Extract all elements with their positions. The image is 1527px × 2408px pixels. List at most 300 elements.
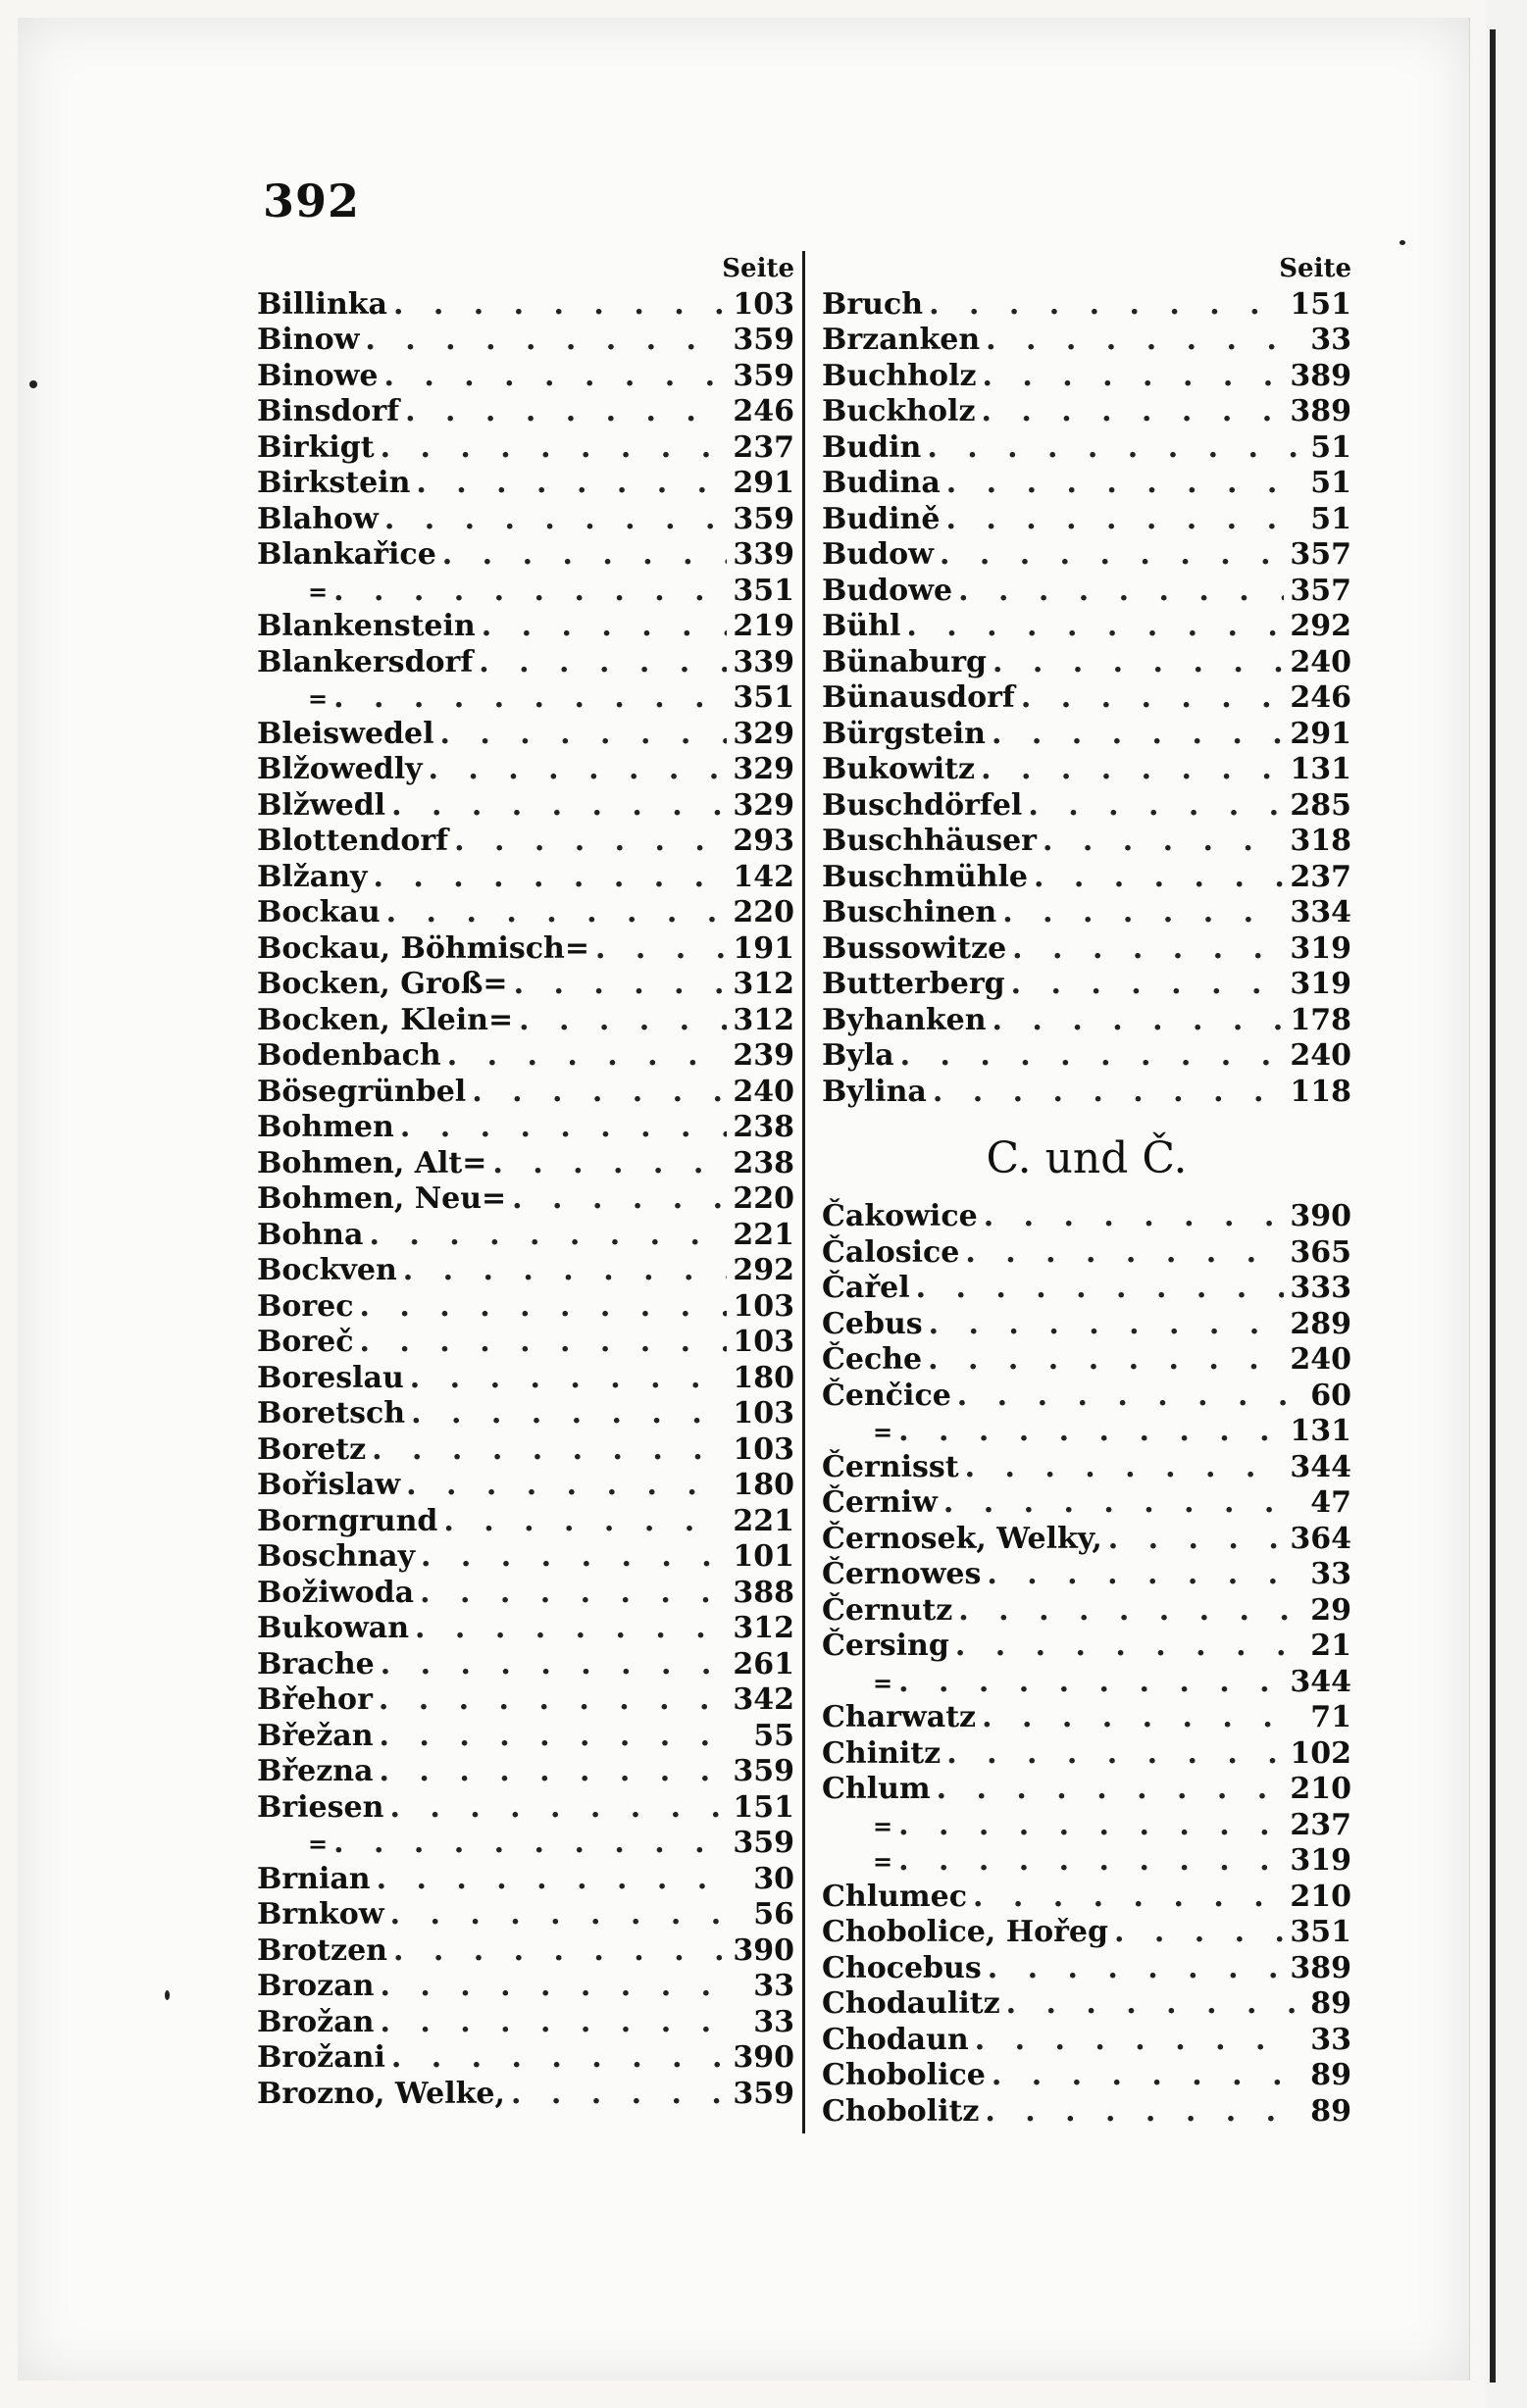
leader-dots <box>511 2077 727 2113</box>
entry-name: Chocebus <box>822 1950 982 1985</box>
index-entry <box>257 502 794 538</box>
index-entry <box>822 609 1351 645</box>
leader-dots <box>958 1593 1297 1630</box>
leader-dots <box>940 537 1284 574</box>
entry-page-number: 389 <box>1290 394 1351 428</box>
leader-dots <box>406 1468 727 1504</box>
entry-page-number: 312 <box>733 967 794 1001</box>
entry-page-number: 180 <box>733 1468 794 1502</box>
entry-name: Budin <box>822 429 922 465</box>
index-entry <box>257 1826 794 1862</box>
leader-dots <box>973 1880 1284 1916</box>
index-entry <box>822 1342 1351 1379</box>
index-entry <box>257 537 794 574</box>
entry-name: Čeche <box>822 1342 923 1377</box>
entry-page-number: 240 <box>733 1074 794 1109</box>
entry-name: Černowes <box>822 1557 982 1591</box>
entry-page-number: 359 <box>733 2076 794 2111</box>
entry-page-number: 103 <box>733 1288 794 1324</box>
leader-dots <box>377 1862 739 1898</box>
leader-dots <box>380 2005 739 2041</box>
entry-page-number: 221 <box>733 1503 794 1538</box>
index-entry <box>822 574 1351 610</box>
leader-dots <box>1021 680 1285 717</box>
leader-dots <box>492 1146 727 1182</box>
leader-dots <box>482 609 728 645</box>
entry-page-number: 33 <box>1310 1557 1351 1591</box>
index-entry <box>822 1808 1351 1844</box>
entry-page-number: 329 <box>733 716 794 751</box>
leader-dots <box>943 1485 1297 1522</box>
leader-dots <box>416 466 727 502</box>
entry-name: Charwatz <box>822 1700 977 1734</box>
entry-page-number: 219 <box>733 609 794 643</box>
entry-page-number: 285 <box>1290 787 1351 823</box>
entry-page-number: 293 <box>733 824 794 858</box>
entry-page-number: 142 <box>733 859 794 894</box>
entry-name: Chlumec <box>822 1879 967 1914</box>
index-entry <box>822 1038 1351 1075</box>
entry-name: Blottendorf <box>257 824 449 858</box>
index-entry <box>822 1986 1351 2023</box>
entry-name: Boschnay <box>257 1539 416 1574</box>
leader-dots <box>1043 824 1284 860</box>
ink-speck <box>1400 240 1405 245</box>
entry-page-number: 292 <box>1290 609 1351 643</box>
leader-dots <box>929 1307 1285 1343</box>
index-entry <box>822 359 1351 395</box>
index-entry <box>257 1969 794 2005</box>
entry-name: Bukowan <box>257 1611 410 1645</box>
leader-dots <box>384 502 728 538</box>
entry-page-number: 221 <box>733 1217 794 1252</box>
entry-page-number: 359 <box>733 501 794 536</box>
entry-name: Buckholz <box>822 394 976 428</box>
leader-dots <box>981 752 1284 788</box>
column-header-left: Seite <box>722 254 794 283</box>
entry-name: Brozan <box>257 1969 375 2003</box>
entry-name: Bünaburg <box>822 644 987 679</box>
entry-page-number: 339 <box>733 537 794 572</box>
index-entry <box>257 752 794 788</box>
index-entry <box>822 1951 1351 1987</box>
index-entry <box>822 466 1351 502</box>
entry-page-number: 89 <box>1310 1986 1351 2021</box>
index-entry <box>822 1522 1351 1558</box>
entry-name: Bruch <box>822 286 924 322</box>
index-entry <box>257 1325 794 1361</box>
entry-name: Buschmühle <box>822 859 1028 894</box>
entry-page-number: 390 <box>733 2040 794 2075</box>
entry-name: Cebus <box>822 1306 923 1341</box>
entry-name: Černisst <box>822 1449 959 1484</box>
index-entry <box>822 1557 1351 1593</box>
entry-page-number: 365 <box>1290 1234 1351 1270</box>
entry-page-number: 357 <box>1290 537 1351 572</box>
entry-name: Budow <box>822 537 934 572</box>
entry-name: Blankařice <box>257 537 436 572</box>
entry-page-number: 291 <box>1290 716 1351 751</box>
leader-dots <box>421 1539 727 1576</box>
entry-page-number: 390 <box>1290 1199 1351 1233</box>
entry-page-number: 103 <box>733 1325 794 1359</box>
leader-dots <box>333 574 727 610</box>
leader-dots <box>472 1075 727 1111</box>
index-entry <box>822 287 1351 324</box>
leader-dots <box>1011 967 1285 1003</box>
index-entry <box>257 287 794 324</box>
entry-name: Birkstein <box>257 466 411 500</box>
leader-dots <box>898 1414 1284 1450</box>
index-entry <box>822 680 1351 717</box>
entry-name: Čenčice <box>822 1378 951 1413</box>
entry-page-number: 210 <box>1290 1879 1351 1914</box>
leader-dots <box>381 430 728 467</box>
leader-dots <box>389 1790 727 1827</box>
entry-name: Budowe <box>822 573 953 608</box>
index-entry <box>257 2040 794 2077</box>
entry-page-number: 312 <box>733 1611 794 1645</box>
entry-name: Chobolice <box>822 2058 986 2092</box>
index-entry <box>822 2058 1351 2094</box>
ink-speck <box>29 380 37 388</box>
entry-page-number: 237 <box>1290 1807 1351 1842</box>
entry-name: Budině <box>822 501 941 536</box>
entry-page-number: 389 <box>1290 1950 1351 1985</box>
leader-dots <box>443 1504 727 1540</box>
leader-dots <box>898 1665 1284 1701</box>
leader-dots <box>440 717 728 753</box>
leader-dots <box>986 323 1297 359</box>
leader-dots <box>512 1181 727 1218</box>
entry-page-number: 89 <box>1310 2093 1351 2129</box>
entry-page-number: 51 <box>1310 501 1351 536</box>
leader-dots <box>955 1629 1297 1665</box>
index-entry <box>822 860 1351 896</box>
leader-dots <box>365 323 727 359</box>
index-entry <box>822 1307 1351 1343</box>
index-entry <box>257 931 794 968</box>
entry-name: = <box>873 1811 893 1840</box>
entry-page-number: 351 <box>733 680 794 715</box>
index-entry <box>257 1790 794 1827</box>
entry-page-number: 318 <box>1290 824 1351 858</box>
leader-dots <box>946 466 1297 502</box>
entry-page-number: 51 <box>1310 466 1351 500</box>
entry-name: Bodenbach <box>257 1038 441 1073</box>
entry-page-number: 151 <box>733 1789 794 1825</box>
entry-name: Borngrund <box>257 1503 438 1538</box>
index-entry <box>257 1003 794 1039</box>
entry-page-number: 238 <box>733 1110 794 1144</box>
leader-dots <box>405 394 727 430</box>
index-entry <box>257 1181 794 1218</box>
entry-page-number: 30 <box>753 1861 794 1896</box>
leader-dots <box>360 1325 728 1361</box>
index-entry <box>822 1700 1351 1736</box>
leader-dots <box>372 1432 727 1469</box>
entry-name: Chodaulitz <box>822 1986 1000 2021</box>
entry-page-number: 21 <box>1310 1629 1351 1663</box>
leader-dots <box>1006 1986 1297 2023</box>
leader-dots <box>410 1361 728 1397</box>
leader-dots <box>975 2023 1297 2059</box>
index-entry <box>257 1038 794 1075</box>
entry-page-number: 261 <box>733 1646 794 1681</box>
entry-page-number: 319 <box>1290 1843 1351 1878</box>
index-entry <box>257 323 794 359</box>
leader-dots <box>985 2094 1297 2131</box>
entry-page-number: 237 <box>733 429 794 465</box>
entry-name: Brotzen <box>257 1932 387 1968</box>
entry-page-number: 389 <box>1290 358 1351 393</box>
index-entry <box>822 1271 1351 1307</box>
entry-name: Binow <box>257 323 360 357</box>
entry-page-number: 312 <box>733 1002 794 1037</box>
index-list-right-top <box>822 287 1351 1111</box>
entry-page-number: 103 <box>733 1431 794 1467</box>
index-entry <box>257 430 794 467</box>
entry-name: Brache <box>257 1646 375 1681</box>
leader-dots <box>333 1826 727 1862</box>
entry-name: Bühl <box>822 609 901 643</box>
leader-dots <box>390 1897 739 1933</box>
leader-dots <box>983 359 1285 395</box>
entry-name: Čersing <box>822 1629 949 1663</box>
leader-dots <box>988 1951 1285 1987</box>
leader-dots <box>945 502 1297 538</box>
entry-name: Černosek, Welky, <box>822 1521 1102 1556</box>
entry-name: Budina <box>822 466 941 500</box>
leader-dots <box>1114 1915 1284 1951</box>
entry-page-number: 351 <box>1290 1915 1351 1949</box>
entry-page-number: 342 <box>733 1682 794 1717</box>
entry-name: = <box>308 684 329 713</box>
leader-dots <box>1028 788 1284 825</box>
entry-page-number: 329 <box>733 752 794 786</box>
entry-name: Briesen <box>257 1789 384 1825</box>
entry-page-number: 390 <box>733 1932 794 1968</box>
entry-name: Bleiswedel <box>257 716 434 751</box>
entry-page-number: 55 <box>753 1718 794 1753</box>
entry-name: Borec <box>257 1288 354 1324</box>
entry-page-number: 240 <box>1290 1038 1351 1073</box>
entry-name: Bürgstein <box>822 716 986 751</box>
entry-name: Božiwoda <box>257 1575 415 1610</box>
index-entry <box>257 1897 794 1933</box>
index-entry <box>257 1110 794 1146</box>
index-entry <box>822 1199 1351 1235</box>
index-column-right <box>822 251 1351 2130</box>
index-entry <box>257 680 794 717</box>
index-entry <box>822 537 1351 574</box>
entry-name: Chobolitz <box>822 2093 980 2129</box>
index-entry <box>822 1075 1351 1111</box>
entry-page-number: 359 <box>733 1754 794 1788</box>
index-entry <box>257 2005 794 2041</box>
index-entry <box>257 1396 794 1432</box>
leader-dots <box>1012 931 1284 968</box>
index-entry <box>257 1504 794 1540</box>
index-entry <box>822 394 1351 430</box>
entry-page-number: 292 <box>733 1253 794 1287</box>
entry-page-number: 102 <box>1290 1735 1351 1771</box>
index-entry <box>822 1450 1351 1486</box>
leader-dots <box>906 609 1284 645</box>
entry-name: Bocken, Klein= <box>257 1002 514 1037</box>
entry-page-number: 220 <box>733 1181 794 1216</box>
index-entry <box>822 1235 1351 1272</box>
page-number: 392 <box>263 175 361 227</box>
leader-dots <box>373 860 727 896</box>
index-entry <box>822 824 1351 860</box>
entry-name: = <box>873 1847 893 1876</box>
leader-dots <box>391 2040 728 2077</box>
entry-name: Boreslau <box>257 1360 404 1395</box>
index-entry <box>822 1736 1351 1773</box>
entry-page-number: 334 <box>1290 895 1351 929</box>
index-entry <box>822 1485 1351 1522</box>
entry-name: Bockven <box>257 1253 397 1287</box>
entry-page-number: 364 <box>1290 1521 1351 1556</box>
entry-page-number: 89 <box>1310 2058 1351 2092</box>
entry-name: Blžany <box>257 859 368 894</box>
leader-dots <box>928 1342 1284 1379</box>
leader-dots <box>929 287 1284 324</box>
entry-name: Boretsch <box>257 1396 406 1430</box>
leader-dots <box>447 1038 728 1075</box>
entry-page-number: 220 <box>733 895 794 929</box>
entry-name: Chlum <box>822 1772 931 1806</box>
entry-page-number: 71 <box>1310 1700 1351 1734</box>
leader-dots <box>992 717 1284 753</box>
column-divider <box>802 251 805 2133</box>
entry-page-number: 33 <box>753 1969 794 2003</box>
entry-page-number: 210 <box>1290 1772 1351 1806</box>
index-entry <box>822 1880 1351 1916</box>
entry-page-number: 29 <box>1310 1592 1351 1628</box>
leader-dots <box>411 1396 727 1432</box>
index-entry <box>257 609 794 645</box>
index-entry <box>257 1862 794 1898</box>
index-entry <box>257 1611 794 1647</box>
entry-name: Bylina <box>822 1074 927 1109</box>
entry-name: Černiw <box>822 1485 938 1520</box>
entry-page-number: 56 <box>753 1897 794 1931</box>
entry-name: Bukowitz <box>822 752 976 786</box>
entry-name: Boretz <box>257 1431 367 1467</box>
index-entry <box>822 1629 1351 1665</box>
index-entry <box>257 1933 794 1970</box>
entry-page-number: 359 <box>733 358 794 393</box>
index-entry <box>822 2094 1351 2131</box>
leader-dots <box>333 680 727 717</box>
index-entry <box>257 717 794 753</box>
entry-name: Buchholz <box>822 358 977 393</box>
entry-page-number: 238 <box>733 1145 794 1180</box>
entry-page-number: 246 <box>1290 680 1351 715</box>
entry-page-number: 103 <box>733 1396 794 1430</box>
entry-page-number: 60 <box>1310 1378 1351 1413</box>
entry-name: Brnkow <box>257 1897 384 1931</box>
entry-name: Čařel <box>822 1271 910 1305</box>
index-entry <box>257 1253 794 1289</box>
leader-dots <box>1108 1522 1285 1558</box>
entry-page-number: 359 <box>733 1826 794 1860</box>
index-entry <box>257 359 794 395</box>
index-entry <box>822 502 1351 538</box>
entry-page-number: 180 <box>733 1360 794 1395</box>
index-entry <box>822 1003 1351 1039</box>
leader-dots <box>379 1682 727 1719</box>
leader-dots <box>380 1754 728 1790</box>
entry-name: Čalosice <box>822 1234 960 1270</box>
entry-page-number: 178 <box>1290 1002 1351 1037</box>
entry-page-number: 103 <box>733 286 794 322</box>
leader-dots <box>381 1647 728 1683</box>
index-entry <box>257 574 794 610</box>
entry-name: Chodaun <box>822 2022 969 2057</box>
leader-dots <box>403 1253 728 1289</box>
entry-name: Buschhäuser <box>822 824 1037 858</box>
leader-dots <box>993 1003 1285 1039</box>
entry-name: Chinitz <box>822 1735 942 1771</box>
leader-dots <box>900 1038 1285 1075</box>
entry-page-number: 131 <box>1290 1414 1351 1448</box>
index-entry <box>822 323 1351 359</box>
leader-dots <box>360 1289 728 1326</box>
entry-name: Buschinen <box>822 895 997 929</box>
leader-dots <box>400 1110 728 1146</box>
leader-dots <box>981 394 1284 430</box>
leader-dots <box>514 967 728 1003</box>
entry-name: Bohmen, Alt= <box>257 1145 487 1180</box>
leader-dots <box>916 1271 1285 1307</box>
entry-name: = <box>873 1668 893 1697</box>
leader-dots <box>384 359 728 395</box>
entry-name: Birkigt <box>257 429 375 465</box>
entry-name: Bockau, Böhmisch= <box>257 930 589 966</box>
index-entry <box>257 1289 794 1326</box>
index-entry <box>822 788 1351 825</box>
entry-page-number: 237 <box>1290 859 1351 894</box>
entry-name: Blžowedly <box>257 752 423 786</box>
entry-page-number: 191 <box>733 930 794 966</box>
leader-dots <box>993 645 1284 681</box>
index-entry <box>257 860 794 896</box>
index-entry <box>257 1432 794 1469</box>
leader-dots <box>393 287 727 324</box>
entry-page-number: 388 <box>733 1575 794 1610</box>
entry-page-number: 333 <box>1290 1271 1351 1305</box>
entry-name: Byla <box>822 1038 894 1073</box>
entry-page-number: 319 <box>1290 930 1351 966</box>
index-entry <box>257 1146 794 1182</box>
adjacent-page-edge <box>1486 0 1527 2408</box>
entry-page-number: 291 <box>733 466 794 500</box>
index-entry <box>822 2023 1351 2059</box>
index-entry <box>257 1468 794 1504</box>
index-entry <box>822 1414 1351 1450</box>
index-column-left <box>257 251 794 2112</box>
index-entry <box>257 1719 794 1755</box>
index-entry <box>257 895 794 931</box>
leader-dots <box>898 1808 1284 1844</box>
leader-dots <box>442 537 728 574</box>
leader-dots <box>937 1772 1285 1808</box>
leader-dots <box>992 2058 1297 2094</box>
index-entry <box>257 1647 794 1683</box>
